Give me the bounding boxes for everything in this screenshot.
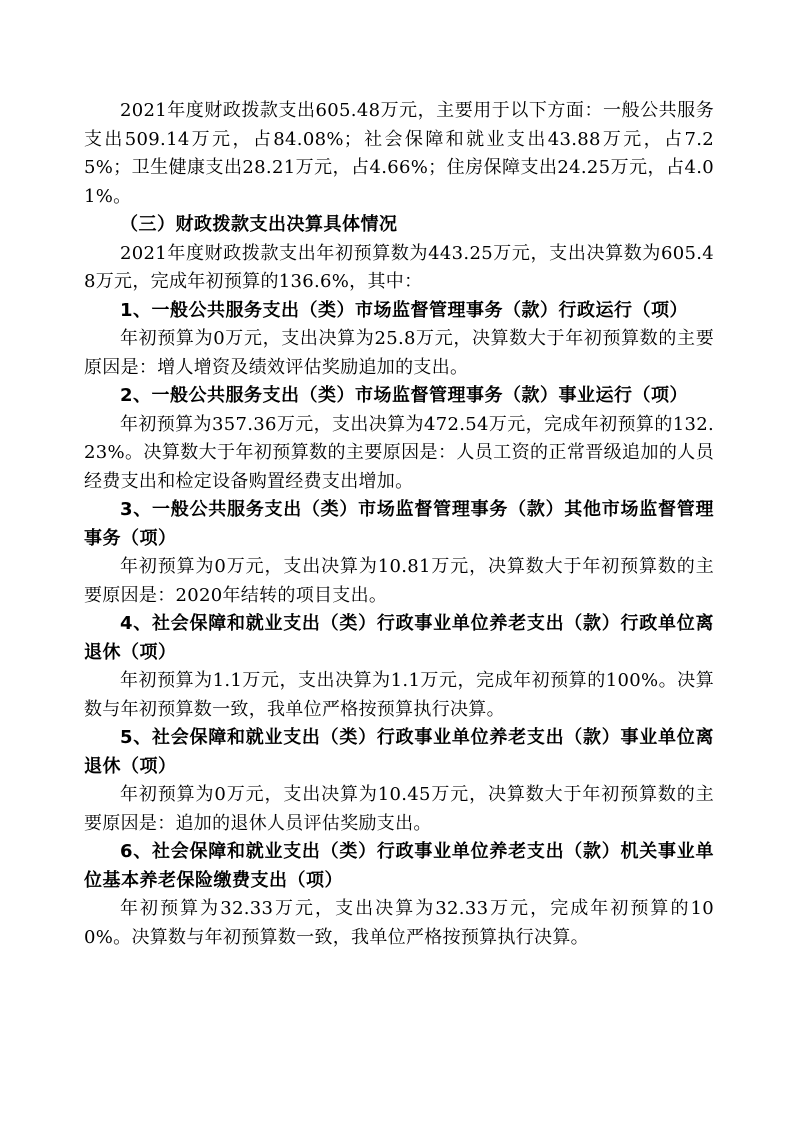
summary-paragraph: 2021年度财政拨款支出年初预算数为443.25万元，支出决算数为605.48万元，完成年初预算的136.6%，其中： — [84, 242, 714, 292]
item-heading-4: 4、社会保障和就业支出（类）行政事业单位养老支出（款）行政单位离退休（项） — [84, 613, 714, 663]
document-body — [84, 97, 714, 952]
item-body-1: 年初预算为0万元，支出决算为25.8万元，决算数大于年初预算数的主要原因是：增人增资及绩效评估奖励追加的支出。 — [84, 328, 714, 378]
item-heading-6: 6、社会保障和就业支出（类）行政事业单位养老支出（款）机关事业单位基本养老保险缴费支出（项） — [84, 841, 714, 891]
item-body-5: 年初预算为0万元，支出决算为10.45万元，决算数大于年初预算数的主要原因是：追加的退休人员评估奖励支出。 — [84, 784, 714, 834]
item-heading-2: 2、一般公共服务支出（类）市场监督管理事务（款）事业运行（项） — [120, 385, 689, 406]
item-heading-5: 5、社会保障和就业支出（类）行政事业单位养老支出（款）事业单位离退休（项） — [84, 727, 714, 777]
item-body-4: 年初预算为1.1万元，支出决算为1.1万元，完成年初预算的100%。决算数与年初预算数一致，我单位严格按预算执行决算。 — [84, 670, 714, 720]
item-body-6: 年初预算为32.33万元，支出决算为32.33万元，完成年初预算的100%。决算数与年初预算数一致，我单位严格按预算执行决算。 — [84, 898, 714, 948]
section-heading: （三）财政拨款支出决算具体情况 — [120, 214, 398, 235]
item-body-3: 年初预算为0万元，支出决算为10.81万元，决算数大于年初预算数的主要原因是：2020年结转的项目支出。 — [84, 556, 714, 606]
item-heading-3: 3、一般公共服务支出（类）市场监督管理事务（款）其他市场监督管理事务（项） — [84, 499, 714, 549]
item-body-2: 年初预算为357.36万元，支出决算为472.54万元，完成年初预算的132.23%。决算数大于年初预算数的主要原因是：人员工资的正常晋级追加的人员经费支出和检定设备购置经费支出增加。 — [84, 413, 714, 492]
intro-paragraph: 2021年度财政拨款支出605.48万元，主要用于以下方面：一般公共服务支出509.14万元，占84.08%；社会保障和就业支出43.88万元，占7.25%；卫生健康支出28.21万元，占4.66%；住房保障支出24.25万元，占4.01%。 — [84, 100, 714, 207]
item-heading-1: 1、一般公共服务支出（类）市场监督管理事务（款）行政运行（项） — [120, 299, 689, 321]
